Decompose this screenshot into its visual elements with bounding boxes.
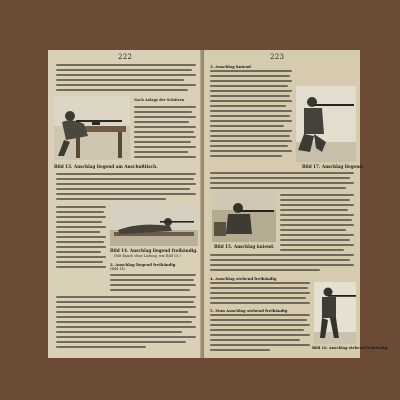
page-number-left: 222 xyxy=(118,53,133,61)
section-heading-kniend: 3. Anschlag kniend xyxy=(210,64,251,69)
section-heading-freihaendig: 2. Anschlag liegend freihändig xyxy=(110,262,176,267)
figure-16-caption: Bild 16. Anschlag stehend freihändig. xyxy=(312,346,389,350)
figure-14-note: (Mit Rauch ohne Ladung, wie Bild 15.) xyxy=(114,254,181,258)
figure-13-photo xyxy=(54,96,130,160)
figure-14-photo xyxy=(110,204,198,246)
section-heading-bild-14: (Bild 14) xyxy=(110,267,125,271)
left-page xyxy=(48,50,202,358)
figure-13-caption: Bild 13. Anschlag liegend am Anschußtisch. xyxy=(54,164,158,169)
sidebar-heading: Nach Anlage der Schützen xyxy=(134,98,185,102)
right-page xyxy=(204,50,389,358)
figure-15-caption: Bild 15. Anschlag kniend. xyxy=(214,244,275,249)
figure-15-photo xyxy=(212,192,276,242)
figure-16-photo xyxy=(314,282,356,344)
figure-17-caption: Bild 17. Anschlag liegend. xyxy=(302,164,364,169)
figure-14-caption: Bild 14. Anschlag liegend freihändig. xyxy=(110,248,198,253)
section-heading-stehend: 4. Anschlag stehend freihändig xyxy=(210,276,277,281)
page-number-right: 223 xyxy=(270,53,285,61)
figure-17-photo xyxy=(296,86,356,162)
section-heading-zum-anschlag: 5. Zum Anschlag stehend freihändig xyxy=(210,308,288,313)
